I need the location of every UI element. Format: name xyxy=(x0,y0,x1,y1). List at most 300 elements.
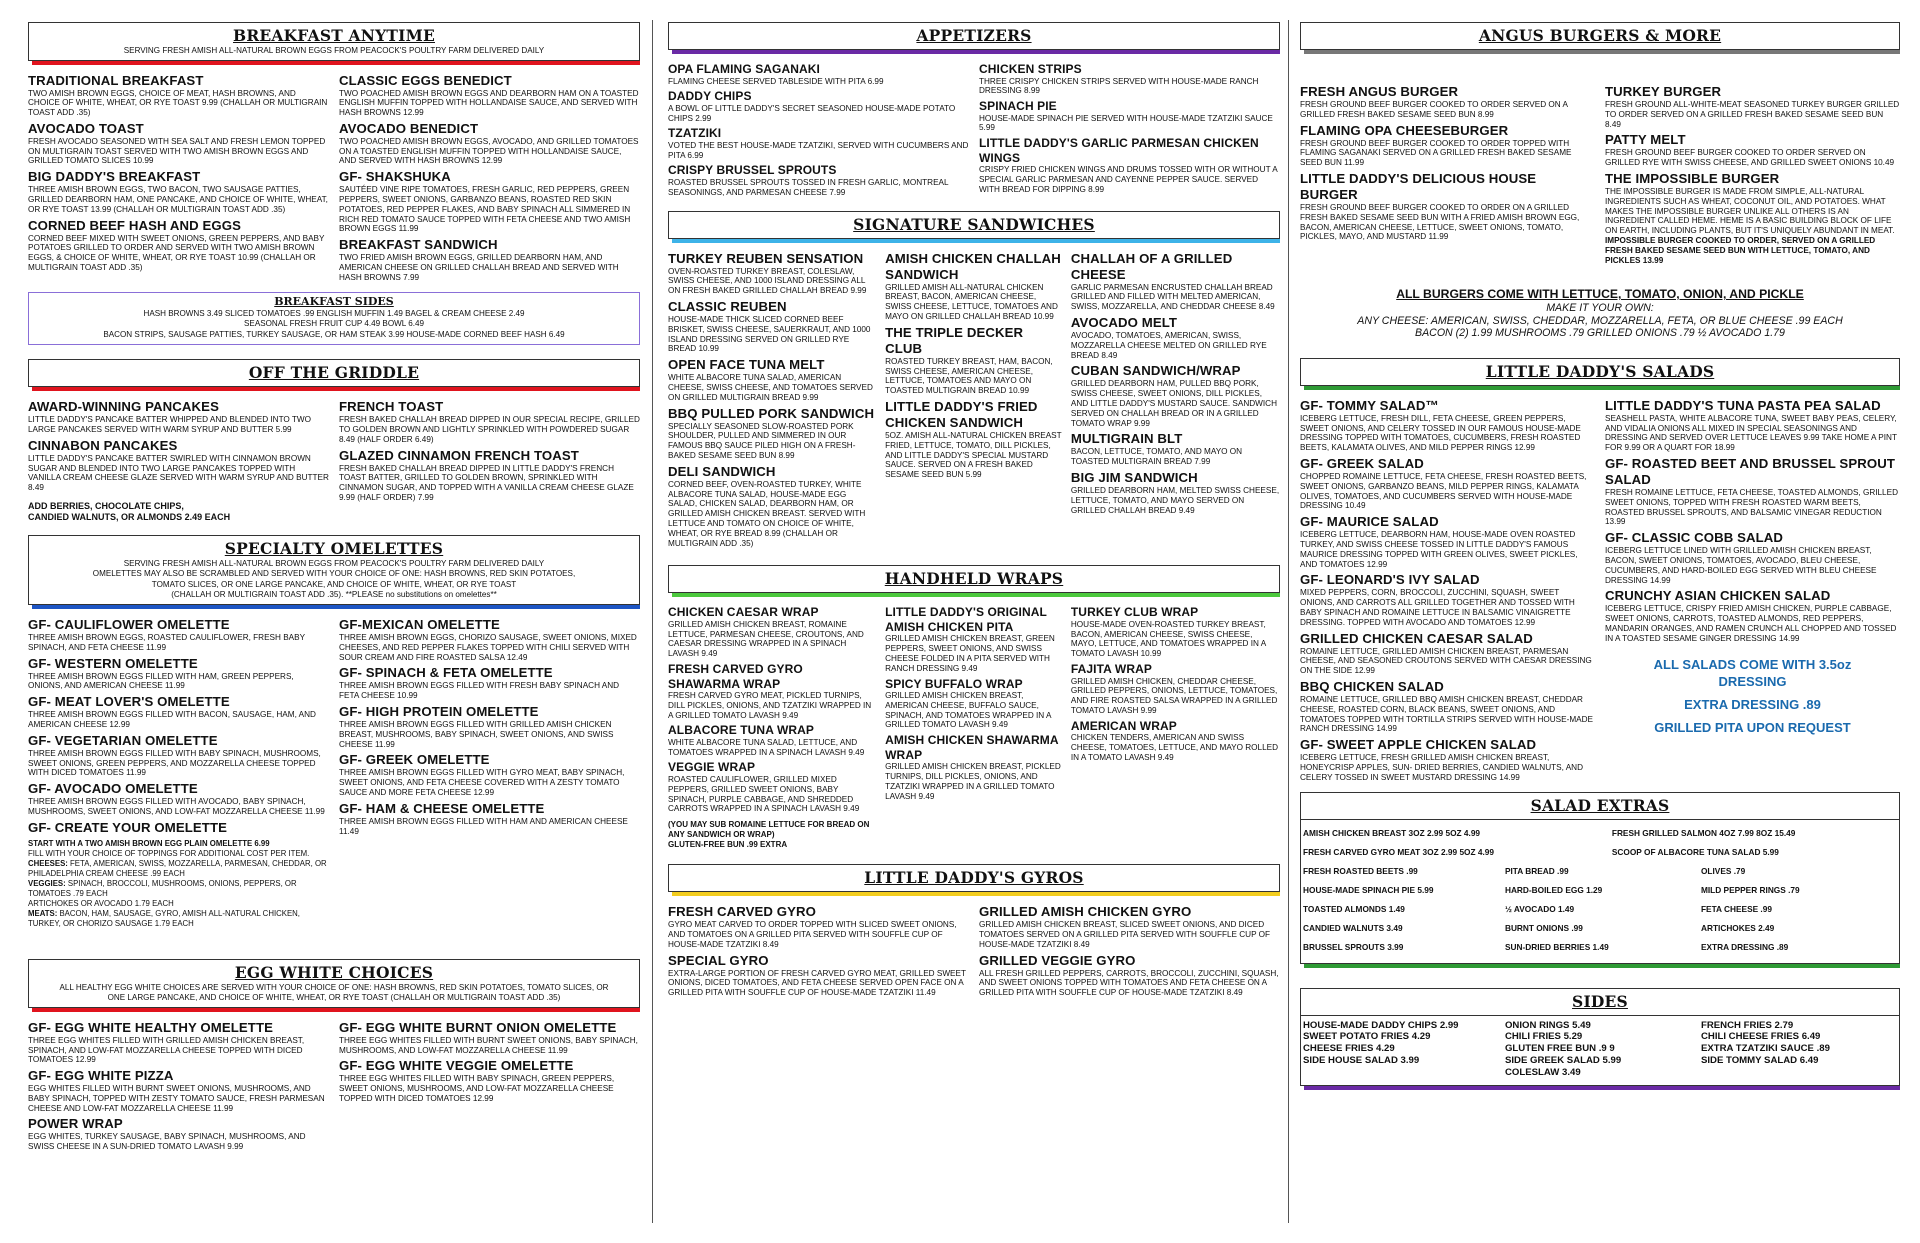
menu-item-turkey-burger xyxy=(1605,84,1900,129)
menu-item-description: THREE AMISH BROWN EGGS FILLED WITH BACON, SAUSAGE, HAM, AND AMERICAN CHEESE 12.99 xyxy=(28,710,316,729)
menu-item-description: TWO FRIED AMISH BROWN EGGS, GRILLED DEARBORN HAM, AND AMERICAN CHEESE ON GRILLED CHALLAH BREAD AND SERVED WITH HASH BROWNS 7.99 xyxy=(339,253,619,282)
menu-item-description: FRESH BAKED CHALLAH BREAD DIPPED IN LITTLE DADDY'S FRENCH TOAST BATTER, GRILLED TO GOLDEN BROWN, SPRINKLED WITH CINNAMON SUGAR, AND TOPPED WITH A VANILLA CREAM CHEESE GLAZE 9.99 (HALF ORDER) 7.99 xyxy=(339,463,634,502)
menu-item-name: LITTLE DADDY'S DELICIOUS HOUSE BURGER xyxy=(1300,170,1537,202)
appetizer-items xyxy=(668,62,1280,201)
menu-item-gf-cauliflower-omelette xyxy=(28,617,329,653)
menu-item-spicy-buffalo-wrap xyxy=(885,677,1063,731)
extras-item: TOASTED ALMONDS 1.49 xyxy=(1303,903,1405,914)
menu-item-description: CHOPPED ROMAINE LETTUCE, FETA CHEESE, FRESH ROASTED BEETS, SWEET ONIONS, GARBANZO BEANS, MILD PEPPER RINGS, KALAMATA OLIVES, TOMATOES, AND CUCUMBERS SERVED WITH HOUSE-MADE DRESSING 10.49 xyxy=(1300,472,1587,511)
menu-item-description: CORNED BEEF MIXED WITH SWEET ONIONS, GREEN PEPPERS, AND BABY POTATOES GRILLED TO ORDER AND SERVED WITH TWO AMISH BROWN EGGS, & CHOICE OF WHITE, WHEAT, OR RYE TOAST 10.99 (CHALLAH OR MULTIGRAIN TOAST ADD .35) xyxy=(28,233,325,273)
menu-item-patty-melt xyxy=(1605,132,1900,168)
sides-banner xyxy=(1300,988,1900,1015)
salad-notes xyxy=(1605,656,1900,736)
gyro-items xyxy=(668,904,1280,1001)
menu-item-description: FRESH AVOCADO SEASONED WITH SEA SALT AND FRESH LEMON TOPPED ON MULTIGRAIN TOAST SERVED WITH TWO AMISH BROWN EGGS AND GRILLED TOMATO SLICES 10.99 xyxy=(28,136,326,166)
egg-white-items xyxy=(28,1020,640,1155)
note-line: ARTICHOKES OR AVOCADO 1.79 EACH xyxy=(28,898,174,908)
sides-line: SEASONAL FRESH FRUIT CUP 4.49 BOWL 6.49 xyxy=(244,319,424,329)
sides-column xyxy=(1505,1020,1701,1079)
extras-item: MILD PEPPER RINGS .79 xyxy=(1700,884,1800,895)
menu-item-tzatziki xyxy=(668,126,969,160)
menu-item-name: TURKEY REUBEN SENSATION xyxy=(668,250,864,266)
menu-item-bbq-pulled-pork-sandwich xyxy=(668,406,877,461)
menu-list xyxy=(28,73,329,286)
menu-item-gf-greek-omelette xyxy=(339,752,640,797)
egg-white-banner xyxy=(28,959,640,1008)
menu-item-american-wrap xyxy=(1071,719,1280,763)
menu-item-breakfast-sandwich xyxy=(339,237,640,282)
menu-item-gf-high-protein-omelette xyxy=(339,704,640,749)
burgers-banner xyxy=(1300,22,1900,50)
extras-item: BRUSSEL SPROUTS 3.99 xyxy=(1303,941,1404,952)
menu-item-description: WHITE ALBACORE TUNA SALAD, AMERICAN CHEESE, SWISS CHEESE, AND TOMATOES SERVED ON GRILLED MULTIGRAIN BREAD 9.99 xyxy=(668,373,873,402)
extras-row xyxy=(1303,843,1897,862)
menu-item-description: CHICKEN TENDERS, AMERICAN AND SWISS CHEESE, TOMATOES, LETTUCE, AND MAYO ROLLED IN A TOMATO LAVASH 9.49 xyxy=(1070,733,1279,762)
menu-item-highlight: IMPOSSIBLE BURGER COOKED TO ORDER, SERVED ON A GRILLED FRESH BAKED SESAME SEED BUN WITH LETTUCE, TOMATO, AND PICKLES 13.99 xyxy=(1605,235,1876,265)
section-subtitle: ONE LARGE PANCAKE, AND CHOICE OF WHITE, WHEAT, OR RYE TOAST (CHALLAH OR MULTIGRAIN TOAST ADD .35) xyxy=(107,993,561,1003)
sides-line: BACON STRIPS, SAUSAGE PATTIES, TURKEY SAUSAGE, OR HAM STEAK 3.99 HOUSE-MADE CORNED BEEF HASH 6.49 xyxy=(103,329,565,339)
menu-item-name: GF- HIGH PROTEIN OMELETTE xyxy=(339,703,539,719)
menu-item-name: GF- GREEK OMELETTE xyxy=(339,752,490,768)
menu-item-description: AVOCADO, TOMATOES, AMERICAN, SWISS, MOZZARELLA CHEESE MELTED ON GRILLED RYE BREAD 8.49 xyxy=(1070,330,1267,360)
menu-item-special-gyro xyxy=(668,953,969,998)
menu-item-gf-vegetarian-omelette xyxy=(28,733,329,778)
menu-item-name: TURKEY BURGER xyxy=(1605,84,1722,99)
omelette-items xyxy=(28,617,640,929)
menu-item-multigrain-blt xyxy=(1071,431,1280,467)
menu-item-name: OPA FLAMING SAGANAKI xyxy=(668,62,820,76)
menu-item-description: THREE AMISH BROWN EGGS FILLED WITH HAM, GREEN PEPPERS, ONIONS, AND AMERICAN CHEESE 11.99 xyxy=(28,671,294,691)
menu-item-description: OVEN-ROASTED TURKEY BREAST, COLESLAW, SWISS CHEESE, AND 1000 ISLAND DRESSING ALL ON FRESH BAKED GRILLED CHALLAH BREAD 9.99 xyxy=(668,266,867,296)
menu-item-description: THREE AMISH BROWN EGGS FILLED WITH GYRO MEAT, BABY SPINACH, SWEET ONIONS, AND FETA CHEESE COVERED WITH A ZESTY TOMATO SAUCE AND MORE FETA CHEESE 12.99 xyxy=(339,768,625,797)
menu-item-gf-egg-white-burnt-onion-omelette xyxy=(339,1020,640,1056)
menu-item-classic-eggs-benedict xyxy=(339,73,640,118)
menu-item-name: LITTLE DADDY'S GARLIC PARMESAN CHICKEN WINGS xyxy=(979,136,1259,165)
menu-item-description: WHITE ALBACORE TUNA SALAD, LETTUCE, AND TOMATOES WRAPPED IN A SPINACH LAVASH 9.49 xyxy=(668,737,865,757)
section-title: SIGNATURE SANDWICHES xyxy=(853,214,1095,234)
side-item: SIDE GREEK SALAD 5.99 xyxy=(1504,1054,1622,1066)
note-line: SPINACH, BROCCOLI, MUSHROOMS, ONIONS, PEPPERS, OR TOMATOES .79 EACH xyxy=(28,878,297,898)
column-divider xyxy=(652,20,653,1223)
menu-item-the-triple-decker-club xyxy=(885,325,1063,396)
menu-item-flaming-opa-cheeseburger xyxy=(1300,123,1595,168)
menu-item-gf-maurice-salad xyxy=(1300,514,1595,569)
menu-item-description: THREE EGG WHITES FILLED WITH BURNT SWEET ONIONS, BABY SPINACH, MUSHROOMS, AND LOW-FAT MOZZARELLA CHEESE 11.99 xyxy=(339,1035,638,1055)
menu-list xyxy=(979,62,1280,201)
menu-item-avocado-benedict xyxy=(339,121,640,166)
salads-banner xyxy=(1300,358,1900,386)
menu-item-description: GRILLED DEARBORN HAM, PULLED BBQ PORK, SWISS CHEESE, SWEET ONIONS, DILL PICKLES, AND LITTLE DADDY'S MUSTARD SAUCE. SANDWICH SERVED ON CHALLAH BREAD OR IN A GRILLED TOMATO WRAP 9.99 xyxy=(1070,379,1277,428)
menu-item-name: AWARD-WINNING PANCAKES xyxy=(28,399,219,415)
section-title: BREAKFAST SIDES xyxy=(274,294,394,308)
menu-item-gf-ham-cheese-omelette xyxy=(339,801,640,837)
menu-item-name: GF- ROASTED BEET AND BRUSSEL SPROUT SALAD xyxy=(1605,456,1895,488)
section-title: LITTLE DADDY'S SALADS xyxy=(1485,361,1715,381)
menu-item-name: FRESH CARVED GYRO xyxy=(668,904,817,920)
sandwiches-banner xyxy=(668,211,1280,239)
sides-columns xyxy=(1303,1020,1897,1079)
menu-item-name: SPECIAL GYRO xyxy=(668,952,769,968)
section-title: SIDES xyxy=(1572,991,1628,1011)
menu-item-name: BIG DADDY'S BREAKFAST xyxy=(28,169,201,185)
menu-item-name: TZATZIKI xyxy=(668,126,722,141)
section-subtitle: ALL HEALTHY EGG WHITE CHOICES ARE SERVED WITH YOUR CHOICE OF ONE: HASH BROWNS, RED SKIN POTATOES, TOMATO SLICES, OR xyxy=(59,982,609,992)
menu-item-name: AVOCADO TOAST xyxy=(28,120,144,136)
menu-item-cuban-sandwich-wrap xyxy=(1071,363,1280,428)
menu-item-little-daddy-s-garlic-parmesan-chicken-wings xyxy=(979,136,1280,194)
menu-item-description: LITTLE DADDY'S PANCAKE BATTER WHIPPED AND BLENDED INTO TWO LARGE PANCAKES SERVED WITH WARM SYRUP AND BUTTER 5.99 xyxy=(28,415,312,434)
side-item: GLUTEN FREE BUN .9 9 xyxy=(1504,1043,1615,1055)
extras-grid xyxy=(1303,862,1897,957)
menu-item-description: GRILLED AMISH CHICKEN BREAST, AMERICAN CHEESE, BUFFALO SAUCE, SPINACH, AND TOMATOES WRAPPED IN A GRILLED TOMATO LAVASH 9.49 xyxy=(885,691,1052,730)
menu-item-description: EXTRA-LARGE PORTION OF FRESH CARVED GYRO MEAT, GRILLED SWEET ONIONS, DICED TOMATOES, AND FETA CHEESE SERVED OPEN FACE ON A GRILLED PITA WITH SOUFFLE CUP OF HOUSE-MADE TZATZIKI 11.49 xyxy=(668,968,966,998)
note-line: GLUTEN-FREE BUN .99 EXTRA xyxy=(668,840,788,850)
menu-item-description: EGG WHITES, TURKEY SAUSAGE, BABY SPINACH, MUSHROOMS, AND SWISS CHEESE IN A SUN-DRIED TOMATO LAVASH 9.99 xyxy=(28,1132,306,1152)
menu-item-daddy-chips xyxy=(668,89,969,123)
menu-item-name: DADDY CHIPS xyxy=(668,89,752,104)
sandwich-items xyxy=(668,251,1280,552)
salad-extras-banner xyxy=(1300,792,1900,819)
menu-item-grilled-veggie-gyro xyxy=(979,953,1280,998)
column-left xyxy=(28,22,640,1214)
extras-row xyxy=(1303,919,1897,938)
menu-item-name: GF- EGG WHITE PIZZA xyxy=(28,1068,174,1084)
menu-item-little-daddy-s-tuna-pasta-pea-salad xyxy=(1605,398,1900,453)
menu-item-name: PATTY MELT xyxy=(1605,132,1686,148)
menu-item-description: ICEBERG LETTUCE, FRESH GRILLED AMISH CHICKEN BREAST, HONEYCRISP APPLES, SUN- DRIED BERRIES, CANDIED WALNUTS, AND CELERY TOSSED IN SWEET MUSTARD DRESSING 14.99 xyxy=(1300,753,1583,782)
menu-item-description: GYRO MEAT CARVED TO ORDER TOPPED WITH SLICED SWEET ONIONS, AND TOMATOES ON A GRILLED PITA SERVED WITH SOUFFLE CUP OF HOUSE-MADE TZATZIKI 8.49 xyxy=(668,920,957,949)
menu-item-description: ROMAINE LETTUCE, GRILLED BBQ AMISH CHICKEN BREAST, CHEDDAR CHEESE, ROASTED CORN, BLACK BEANS, SWEET ONIONS, AND TOMATOES TOPPED WITH TORTILLA STRIPS SERVED WITH HOUSE-MADE RANCH DRESSING 14.99 xyxy=(1300,695,1593,734)
menu-item-description: GRILLED AMISH CHICKEN BREAST, GREEN PEPPERS, SWEET ONIONS, AND SWISS CHEESE FOLDED IN A PITA SERVED WITH RANCH DRESSING 9.49 xyxy=(885,634,1055,673)
menu-item-name: OPEN FACE TUNA MELT xyxy=(668,357,825,373)
menu-item-corned-beef-hash-and-eggs xyxy=(28,218,329,273)
menu-item-name: LITTLE DADDY'S TUNA PASTA PEA SALAD xyxy=(1605,397,1881,413)
column-middle xyxy=(668,22,1280,1214)
section-subtitle: SERVING FRESH AMISH ALL-NATURAL BROWN EGGS FROM PEACOCK'S POULTRY FARM DELIVERED DAILY xyxy=(123,46,545,55)
menu-item-big-daddy-s-breakfast xyxy=(28,169,329,214)
extras-item: ARTICHOKES 2.49 xyxy=(1700,922,1775,933)
menu-item-name: MULTIGRAIN BLT xyxy=(1070,431,1183,447)
menu-item-name: GF- CLASSIC COBB SALAD xyxy=(1605,530,1784,546)
extras-row xyxy=(1303,900,1897,919)
extras-item: HOUSE-MADE SPINACH PIE 5.99 xyxy=(1303,884,1434,895)
menu-item-name: LITTLE DADDY'S ORIGINAL AMISH CHICKEN PITA xyxy=(885,605,1047,634)
note-line: BACON, HAM, SAUSAGE, GYRO, AMISH ALL-NATURAL CHICKEN, TURKEY, OR CHORIZO SAUSAGE 1.79 EACH xyxy=(28,908,300,928)
menu-item-name: GRILLED VEGGIE GYRO xyxy=(979,952,1136,968)
menu-item-gf-roasted-beet-and-brussel-sprout-salad xyxy=(1605,456,1900,527)
extras-item: CANDIED WALNUTS 3.49 xyxy=(1303,922,1403,933)
menu-item-chicken-strips xyxy=(979,62,1280,96)
menu-item-description: THREE AMISH BROWN EGGS FILLED WITH GRILLED AMISH CHICKEN BREAST, MUSHROOMS, BABY SPINACH, SWEET ONIONS, AND SWISS CHEESE 11.99 xyxy=(339,719,614,749)
menu-item-description: EGG WHITES FILLED WITH BURNT SWEET ONIONS, MUSHROOMS, AND BABY SPINACH, TOPPED WITH ZESTY TOMATO SAUCE, FRESH PARMESAN CHEESE AND LOW-FAT MOZZARELLA CHEESE 11.99 xyxy=(28,1084,325,1113)
menu-item-avocado-melt xyxy=(1071,315,1280,360)
menu-item-name: CHALLAH OF A GRILLED CHEESE xyxy=(1070,250,1233,282)
menu-item-name: GRILLED CHICKEN CAESAR SALAD xyxy=(1300,630,1533,646)
menu-item-fresh-carved-gyro-shawarma-wrap xyxy=(668,662,877,720)
extras-item: EXTRA DRESSING .89 xyxy=(1700,941,1789,952)
section-title: OFF THE GRIDDLE xyxy=(248,363,420,383)
menu-item-name: GF-MEXICAN OMELETTE xyxy=(339,616,500,632)
menu-item-description: MIXED PEPPERS, CORN, BROCCOLI, ZUCCHINI, SQUASH, SWEET ONIONS, AND CARROTS ALL GRILLED TOGETHER AND TOSSED WITH BABY SPINACH AND ROMAINE LETTUCE IN BALSAMIC VINAIGRETTE DRESSING. TOPPED WITH AVOCADO AND TOMATOES 12.99 xyxy=(1300,588,1575,627)
section-subtitle: TOMATO SLICES, OR ONE LARGE PANCAKE, AND CHOICE OF WHITE, WHEAT, OR RYE TOAST xyxy=(151,579,517,589)
menu-item-name: GF- WESTERN OMELETTE xyxy=(28,655,198,671)
menu-item-opa-flaming-saganaki xyxy=(668,62,969,86)
menu-item-name: GF- VEGETARIAN OMELETTE xyxy=(28,732,218,748)
menu-item-glazed-cinnamon-french-toast xyxy=(339,448,640,503)
extras-item: FRESH CARVED GYRO MEAT 3OZ 2.99 5OZ 4.99 xyxy=(1303,846,1495,857)
menu-item-little-daddy-s-original-amish-chicken-pita xyxy=(885,605,1063,673)
menu-item-amish-chicken-shawarma-wrap xyxy=(885,733,1063,801)
menu-item-name: GF- HAM & CHEESE OMELETTE xyxy=(339,800,545,816)
menu-list xyxy=(1300,398,1595,786)
menu-item-power-wrap xyxy=(28,1116,329,1152)
menu-item-name: THE TRIPLE DECKER CLUB xyxy=(885,324,1024,356)
extras-row xyxy=(1303,862,1897,881)
extras-item: SCOOP OF ALBACORE TUNA SALAD 5.99 xyxy=(1611,846,1779,857)
menu-item-description: GRILLED AMISH CHICKEN BREAST, ROMAINE LETTUCE, PARMESAN CHEESE, CROUTONS, AND CAESAR DRESSING WRAPPED IN A SPINACH LAVASH 9.49 xyxy=(668,619,864,659)
menu-item-amish-chicken-challah-sandwich xyxy=(885,251,1063,322)
burger-info-title: ALL BURGERS COME WITH LETTUCE, TOMATO, ONION, AND PICKLE xyxy=(1396,287,1804,302)
side-item: CHEESE FRIES 4.29 xyxy=(1303,1043,1395,1055)
menu-item-grilled-amish-chicken-gyro xyxy=(979,904,1280,949)
menu-item-description: GARLIC PARMESAN ENCRUSTED CHALLAH BREAD GRILLED AND FILLED WITH MELTED AMERICAN, SWISS, MOZZARELLA, AND CHEDDAR CHEESE 8.49 xyxy=(1070,282,1275,312)
menu-item-gf-shakshuka xyxy=(339,169,640,234)
section-title: ANGUS BURGERS & MORE xyxy=(1478,26,1722,45)
menu-list xyxy=(885,251,1063,552)
menu-item-description: GRILLED AMISH ALL-NATURAL CHICKEN BREAST, BACON, AMERICAN CHEESE, SWISS CHEESE, LETTUCE, TOMATOES AND MAYO ON GRILLED CHALLAH BREAD 10.99 xyxy=(885,282,1058,321)
menu-item-description: VOTED THE BEST HOUSE-MADE TZATZIKI, SERVED WITH CUCUMBERS AND PITA 6.99 xyxy=(668,140,969,160)
menu-item-description: FRESH GROUND BEEF BURGER COOKED TO ORDER SERVED ON GRILLED RYE WITH SWISS CHEESE, AND GRILLED SWEET ONIONS 10.49 xyxy=(1605,148,1895,168)
menu-item-name: GF- SWEET APPLE CHICKEN SALAD xyxy=(1300,737,1537,753)
menu-list xyxy=(28,1020,329,1155)
menu-item-traditional-breakfast xyxy=(28,73,329,118)
extras-item: PITA BREAD .99 xyxy=(1504,865,1569,876)
column-divider xyxy=(1288,20,1289,1223)
menu-item-spinach-pie xyxy=(979,99,1280,133)
wraps-note xyxy=(668,820,877,850)
note-line: (YOU MAY SUB ROMAINE LETTUCE FOR BREAD ON ANY SANDWICH OR WRAP) xyxy=(668,820,870,840)
menu-item-name: CLASSIC EGGS BENEDICT xyxy=(339,72,512,88)
extras-item: FETA CHEESE .99 xyxy=(1700,903,1772,914)
menu-list xyxy=(668,904,969,1001)
menu-list xyxy=(339,73,640,286)
menu-item-french-toast xyxy=(339,399,640,444)
salad-note: ALL SALADS COME WITH 3.5oz xyxy=(1653,656,1852,672)
side-item: HOUSE-MADE DADDY CHIPS 2.99 xyxy=(1303,1019,1459,1031)
menu-item-cinnabon-pancakes xyxy=(28,438,329,493)
menu-item-name: FRESH CARVED GYRO SHAWARMA WRAP xyxy=(668,662,803,691)
menu-item-description: LITTLE DADDY'S PANCAKE BATTER SWIRLED WITH CINNAMON BROWN SUGAR AND BLENDED INTO TWO LARGE PANCAKES TOPPED WITH VANILLA CREAM CHEESE GLAZE SERVED WITH WARM SYRUP AND BUTTER 8.49 xyxy=(28,453,329,493)
extras-item: BURNT ONIONS .99 xyxy=(1504,922,1583,933)
salad-extras-box xyxy=(1300,819,1900,964)
menu-item-name: CRISPY BRUSSEL SPROUTS xyxy=(668,163,837,178)
menu-item-name: AMISH CHICKEN SHAWARMA WRAP xyxy=(885,733,1059,762)
extras-item: ½ AVOCADO 1.49 xyxy=(1504,903,1575,914)
menu-item-description: GRILLED AMISH CHICKEN BREAST, PICKLED TURNIPS, DILL PICKLES, ONIONS, AND TZATZIKI WRAPPED IN A GRILLED TOMATO LAVASH 9.49 xyxy=(885,762,1061,801)
menu-item-gf-egg-white-veggie-omelette xyxy=(339,1058,640,1103)
side-item: SWEET POTATO FRIES 4.29 xyxy=(1303,1031,1431,1043)
menu-item-open-face-tuna-melt xyxy=(668,357,877,402)
burger-items xyxy=(1300,84,1900,268)
menu-item-little-daddy-s-delicious-house-burger xyxy=(1300,171,1595,242)
extras-item: FRESH ROASTED BEETS .99 xyxy=(1303,865,1418,876)
menu-item-name: BIG JIM SANDWICH xyxy=(1070,469,1198,485)
menu-item-gf-mexican-omelette xyxy=(339,617,640,662)
sides-column xyxy=(1303,1020,1505,1079)
menu-item-description: TWO AMISH BROWN EGGS, CHOICE OF MEAT, HASH BROWNS, AND CHOICE OF WHITE, WHEAT, OR RYE TOAST 9.99 (CHALLAH OR MULTIGRAIN TOAST ADD .35) xyxy=(28,88,328,118)
menu-item-description: GRILLED AMISH CHICKEN BREAST, SLICED SWEET ONIONS, AND DICED TOMATOES SERVED ON A GRILLED PITA SERVED WITH SOUFFLE CUP OF HOUSE-MADE TZATZIKI 8.49 xyxy=(979,920,1271,949)
wraps-banner xyxy=(668,565,1280,593)
menu-list xyxy=(28,399,329,493)
menu-item-description: FRESH GROUND BEEF BURGER COOKED TO ORDER SERVED ON A GRILLED FRESH BAKED SESAME SEED BUN 8.99 xyxy=(1300,100,1568,119)
menu-item-description: ROASTED CAULIFLOWER, GRILLED MIXED PEPPERS, GRILLED SWEET ONIONS, BABY SPINACH, PURPLE CABBAGE, AND SHREDDED CARROTS WRAPPED IN A SPINACH LAVASH 9.49 xyxy=(668,774,860,814)
menu-item-gf-egg-white-healthy-omelette xyxy=(28,1020,329,1065)
note-line: START WITH A TWO AMISH BROWN EGG PLAIN OMELETTE 6.99 xyxy=(28,838,270,848)
menu-item-name: GF- EGG WHITE VEGGIE OMELETTE xyxy=(339,1058,574,1074)
menu-item-gf-western-omelette xyxy=(28,656,329,692)
menu-item-crispy-brussel-sprouts xyxy=(668,163,969,197)
menu-item-gf-sweet-apple-chicken-salad xyxy=(1300,737,1595,782)
menu-item-description: THREE EGG WHITES FILLED WITH BABY SPINACH, GREEN PEPPERS, SWEET ONIONS, MUSHROOMS, AND LOW-FAT MOZZARELLA CHEESE TOPPED WITH DICED TOMATOES 12.99 xyxy=(339,1074,615,1103)
menu-list xyxy=(668,251,877,552)
menu-item-gf-avocado-omelette xyxy=(28,781,329,817)
menu-item-name: POWER WRAP xyxy=(28,1116,123,1132)
sides-column xyxy=(1701,1020,1897,1079)
note-line: FILL WITH YOUR CHOICE OF TOPPINGS FOR ADDITIONAL COST PER ITEM. xyxy=(28,848,310,858)
menu-item-description: FRESH ROMAINE LETTUCE, FETA CHEESE, TOASTED ALMONDS, GRILLED SWEET ONIONS, TOPPED WITH FRESH ROASTED WARM BEETS, ROASTED BRUSSEL SPROUTS, AND BALSAMIC VINEGAR REDUCTION 13.99 xyxy=(1605,488,1898,527)
menu-item-classic-reuben xyxy=(668,299,877,354)
menu-item-description: ROMAINE LETTUCE, GRILLED AMISH CHICKEN BREAST, PARMESAN CHEESE, AND SEASONED CROUTONS SERVED WITH CAESAR DRESSING ON THE SIDE 12.99 xyxy=(1300,646,1592,676)
side-item: ONION RINGS 5.49 xyxy=(1504,1019,1591,1031)
omelettes-banner xyxy=(28,535,640,605)
menu-item-name: CLASSIC REUBEN xyxy=(668,298,787,314)
menu-item-name: CORNED BEEF HASH AND EGGS xyxy=(28,217,242,233)
menu-list xyxy=(1071,605,1280,850)
menu-item-gf-spinach-feta-omelette xyxy=(339,665,640,701)
gyros-banner xyxy=(668,864,1280,892)
menu-item-description: SPECIALLY SEASONED SLOW-ROASTED PORK SHOULDER, PULLED AND SIMMERED IN OUR FAMOUS BBQ SAUCE PILED HIGH ON A FRESH-BAKED SESAME SEED BUN 8.99 xyxy=(668,421,856,460)
menu-item-description: SAUTÉED VINE RIPE TOMATOES, FRESH GARLIC, RED PEPPERS, GREEN PEPPERS, SWEET ONIONS, GARBANZO BEANS, ROASTED RED SKIN POTATOES, RED PEPPER FLAKES, AND BABY SPINACH ALL SIMMERED IN RICH RED TOMATO SAUCE TOPPED WITH FETA CHEESE AND TWO AMISH BROWN EGGS 11.99 xyxy=(339,185,631,234)
menu-item-grilled-chicken-caesar-salad xyxy=(1300,631,1595,676)
menu-item-description: FRESH GROUND ALL-WHITE-MEAT SEASONED TURKEY BURGER GRILLED TO ORDER SERVED ON A GRILLED FRESH BAKED SESAME SEED BUN 8.49 xyxy=(1605,100,1900,129)
sides-box xyxy=(1300,1015,1900,1086)
menu-item-name: LITTLE DADDY'S FRIED CHICKEN SANDWICH xyxy=(885,398,1038,430)
menu-item-name: GF- SHAKSHUKA xyxy=(339,169,451,185)
column-right xyxy=(1300,22,1900,1214)
menu-item-name: GF- LEONARD'S IVY SALAD xyxy=(1300,572,1480,588)
extras-row xyxy=(1303,824,1897,843)
breakfast-items xyxy=(28,73,640,286)
salad-note: EXTRA DRESSING .89 xyxy=(1684,696,1821,712)
menu-item-challah-of-a-grilled-cheese xyxy=(1071,251,1280,312)
griddle-note xyxy=(28,501,329,523)
menu-item-name: FLAMING OPA CHEESEBURGER xyxy=(1300,122,1509,138)
burger-info-line: BACON (2) 1.99 MUSHROOMS .79 GRILLED ONIONS .79 ½ AVOCADO 1.79 xyxy=(1415,327,1785,340)
section-title: LITTLE DADDY'S GYROS xyxy=(864,868,1084,888)
menu-item-gf-greek-salad xyxy=(1300,456,1595,511)
menu-item-name: GF- AVOCADO OMELETTE xyxy=(28,781,198,797)
menu-item-name: GF- TOMMY SALAD™ xyxy=(1300,397,1439,413)
menu-item-description: HOUSE-MADE OVEN-ROASTED TURKEY BREAST, BACON, AMERICAN CHEESE, SWISS CHEESE, MAYO, LETTUCE, AND TOMATOES WRAPPED IN A TOMATO LAVASH 10.99 xyxy=(1070,619,1266,659)
menu-item-name: BBQ CHICKEN SALAD xyxy=(1300,679,1444,694)
menu-item-name: FRENCH TOAST xyxy=(339,399,444,415)
note-line: ADD BERRIES, CHOCOLATE CHIPS, xyxy=(28,500,184,511)
menu-item-description: THREE CRISPY CHICKEN STRIPS SERVED WITH HOUSE-MADE RANCH DRESSING 8.99 xyxy=(979,76,1259,96)
menu-item-description: GRILLED DEARBORN HAM, MELTED SWISS CHEESE, LETTUCE, TOMATO, AND MAYO SERVED ON GRILLED CHALLAH BREAD 9.49 xyxy=(1070,485,1280,515)
side-item: EXTRA TZATZIKI SAUCE .89 xyxy=(1700,1043,1830,1055)
menu-item-description: ROASTED TURKEY BREAST, HAM, BACON, SWISS CHEESE, AMERICAN CHEESE, LETTUCE, TOMATOES AND MAYO ON TOASTED MULTIGRAIN BREAD 10.99 xyxy=(885,356,1053,396)
section-subtitle: SERVING FRESH AMISH ALL-NATURAL BROWN EGGS FROM PEACOCK'S POULTRY FARM DELIVERED DAILY xyxy=(123,558,545,568)
section-title: SPECIALTY OMELETTES xyxy=(224,538,444,558)
note-line: FETA, AMERICAN, SWISS, MOZZARELLA, PARMESAN, CHEDDAR, OR PHILADELPHIA CREAM CHEESE .99 EACH xyxy=(28,858,327,878)
menu-list xyxy=(668,605,877,814)
side-item: FRENCH FRIES 2.79 xyxy=(1700,1019,1794,1031)
note-key: MEATS: xyxy=(28,908,58,918)
menu-item-description: ROASTED BRUSSEL SPROUTS TOSSED IN FRESH GARLIC, MONTREAL SEASONINGS, AND PARMESAN CHEESE 7.99 xyxy=(668,177,949,197)
menu-item-big-jim-sandwich xyxy=(1071,470,1280,515)
menu-list xyxy=(1605,84,1900,265)
menu-item-name: CUBAN SANDWICH/WRAP xyxy=(1070,363,1241,379)
menu-item-crunchy-asian-chicken-salad xyxy=(1605,588,1900,643)
side-item: SIDE HOUSE SALAD 3.99 xyxy=(1303,1054,1420,1066)
menu-item-description: THREE AMISH BROWN EGGS, CHORIZO SAUSAGE, SWEET ONIONS, MIXED CHEESES, AND RED PEPPER FLAKES TOPPED WITH CHILI SERVED WITH SOUR CREAM AND FIRE ROASTED SALSA 12.49 xyxy=(339,632,637,662)
menu-item-description: THREE AMISH BROWN EGGS FILLED WITH BABY SPINACH, MUSHROOMS, SWEET ONIONS, GREEN PEPPERS, AND MOZZARELLA CHEESE TOPPED WITH DICED TOMATOES 11.99 xyxy=(28,748,321,778)
section-title: SALAD EXTRAS xyxy=(1530,795,1670,815)
section-title: EGG WHITE CHOICES xyxy=(234,962,434,982)
appetizers-banner xyxy=(668,22,1280,50)
menu-item-name: GF- EGG WHITE BURNT ONION OMELETTE xyxy=(339,1019,617,1035)
menu-item-name: GF- CREATE YOUR OMELETTE xyxy=(28,819,227,835)
section-title: BREAKFAST ANYTIME xyxy=(233,26,435,45)
menu-item-description: CRISPY FRIED CHICKEN WINGS AND DRUMS TOSSED WITH OR WITHOUT A SPECIAL GARLIC PARMESAN AND CAYENNE PEPPER SAUCE. SERVED WITH BREAD FOR DIPPING 8.99 xyxy=(979,165,1278,194)
menu-item-fajita-wrap xyxy=(1071,662,1280,716)
breakfast-sides-box xyxy=(28,292,640,346)
menu-item-description: THREE AMISH BROWN EGGS FILLED WITH HAM AND AMERICAN CHEESE 11.49 xyxy=(339,816,628,836)
menu-item-description: ICEBERG LETTUCE, CRISPY FRIED AMISH CHICKEN, PURPLE CABBAGE, SWEET ONIONS, CARROTS, TOASTED ALMONDS, RED PEPPERS, MANDARIN ORANGES, AND RAMEN CRUNCH ALL CHOPPED AND TOSSED IN A TOASTED SESAME GINGER DRESSING 14.99 xyxy=(1605,604,1897,643)
menu-item-description: THREE AMISH BROWN EGGS FILLED WITH AVOCADO, BABY SPINACH, MUSHROOMS, SWEET ONIONS, AND LOW-FAT MOZZARELLA CHEESE 11.99 xyxy=(28,797,325,816)
menu-item-description: HOUSE-MADE SPINACH PIE SERVED WITH HOUSE-MADE TZATZIKI SAUCE 5.99 xyxy=(979,113,1273,133)
menu-item-description: A BOWL OF LITTLE DADDY'S SECRET SEASONED HOUSE-MADE POTATO CHIPS 2.99 xyxy=(668,103,956,123)
note-key: CHEESES: xyxy=(28,858,68,868)
menu-item-name: GF- GREEK SALAD xyxy=(1300,456,1424,472)
menu-item-veggie-wrap xyxy=(668,760,877,814)
menu-item-description: ICEBERG LETTUCE, FRESH DILL, FETA CHEESE, GREEN PEPPERS, SWEET ONIONS, AND CELERY TOSSED IN OUR FAMOUS HOUSE-MADE DRESSING TOPPED WITH TOMATOES, CUCUMBERS, FRESH ROASTED BEETS, KALAMATA OLIVES, AND MILD PEPPER RINGS 12.99 xyxy=(1300,413,1581,453)
menu-item-description: SEASHELL PASTA, WHITE ALBACORE TUNA, SWEET BABY PEAS, CELERY, AND VIDALIA ONIONS ALL MIXED IN SPECIAL SEASONINGS AND DRESSING AND SERVED OVER LETTUCE LEAVES 9.99 TAKE HOME A PINT FOR 9.99 OR A QUART FOR 18.99 xyxy=(1605,413,1897,453)
menu-item-description: THE IMPOSSIBLE BURGER IS MADE FROM SIMPLE, ALL-NATURAL INGREDIENTS SUCH AS WHEAT, COCONUT OIL, AND POTATOES. WHAT MAKES THE IMPOSSIBLE BURGER UNLIKE ALL OTHERS IS AN INGREDIENT CALLED HEME. HEME IS A BASIC BUILDING BLOCK OF LIFE ON EARTH, INCLUDING PLANTS, BUT IT'S UNIQUELY ABUNDANT IN MEAT. xyxy=(1605,186,1895,236)
menu-item-description: ICEBERG LETTUCE LINED WITH GRILLED AMISH CHICKEN BREAST, BACON, SWEET ONIONS, TOMATOES, AVOCADO, BLEU CHEESE, CUCUMBERS, AND HARD-BOILED EGG SERVED WITH BLEU CHEESE DRESSING 14.99 xyxy=(1605,546,1877,585)
menu-item-description: BACON, LETTUCE, TOMATO, AND MAYO ON TOASTED MULTIGRAIN BREAD 7.99 xyxy=(1070,447,1243,467)
section-title: APPETIZERS xyxy=(916,26,1032,45)
menu-item-name: GF- MAURICE SALAD xyxy=(1300,514,1439,530)
menu-list xyxy=(885,605,1063,850)
menu-item-description: ICEBERG LETTUCE, DEARBORN HAM, HOUSE-MADE OVEN ROASTED TURKEY, AND SWISS CHEESE TOSSED IN LITTLE DADDY'S FAMOUS MAURICE DRESSING TOPPED WITH GREEN OLIVES, SWEET PICKLES, AND TOMATOES 12.99 xyxy=(1300,530,1578,569)
extras-row xyxy=(1303,938,1897,957)
extras-item: HARD-BOILED EGG 1.29 xyxy=(1504,884,1603,895)
menu-item-gf-meat-lover-s-omelette xyxy=(28,694,329,730)
menu-item-description: HOUSE-MADE THICK SLICED CORNED BEEF BRISKET, SWISS CHEESE, SAUERKRAUT, AND 1000 ISLAND DRESSING SERVED ON GRILLED RYE BREAD 10.99 xyxy=(668,314,871,354)
menu-item-name: GF- SPINACH & FETA OMELETTE xyxy=(339,665,553,681)
burger-info-line: ANY CHEESE: AMERICAN, SWISS, CHEDDAR, MOZZARELLA, FETA, OR BLUE CHEESE .99 EACH xyxy=(1357,314,1843,327)
create-omelette-details xyxy=(28,839,329,929)
menu-item-description: FRESH CARVED GYRO MEAT, PICKLED TURNIPS, DILL PICKLES, ONIONS, AND TZATZIKI WRAPPED IN A GRILLED TOMATO LAVASH 9.49 xyxy=(668,691,872,720)
extras-item: SUN-DRIED BERRIES 1.49 xyxy=(1504,941,1609,952)
extras-item: AMISH CHICKEN BREAST 3OZ 2.99 5OZ 4.99 xyxy=(1303,827,1481,838)
menu-item-description: FRESH GROUND BEEF BURGER COOKED TO ORDER ON A GRILLED FRESH BAKED SESAME SEED BUN WITH A FRIED AMISH BROWN EGG, BACON, AMERICAN CHEESE, LETTUCE, SWEET ONIONS, TOMATO, PICKLES, MAYO, AND MUSTARD 11.99 xyxy=(1300,202,1580,242)
wrap-items xyxy=(668,605,1280,850)
menu-list xyxy=(1605,398,1900,644)
menu-item-name: DELI SANDWICH xyxy=(668,463,776,479)
menu-item-name: THE IMPOSSIBLE BURGER xyxy=(1605,170,1780,186)
